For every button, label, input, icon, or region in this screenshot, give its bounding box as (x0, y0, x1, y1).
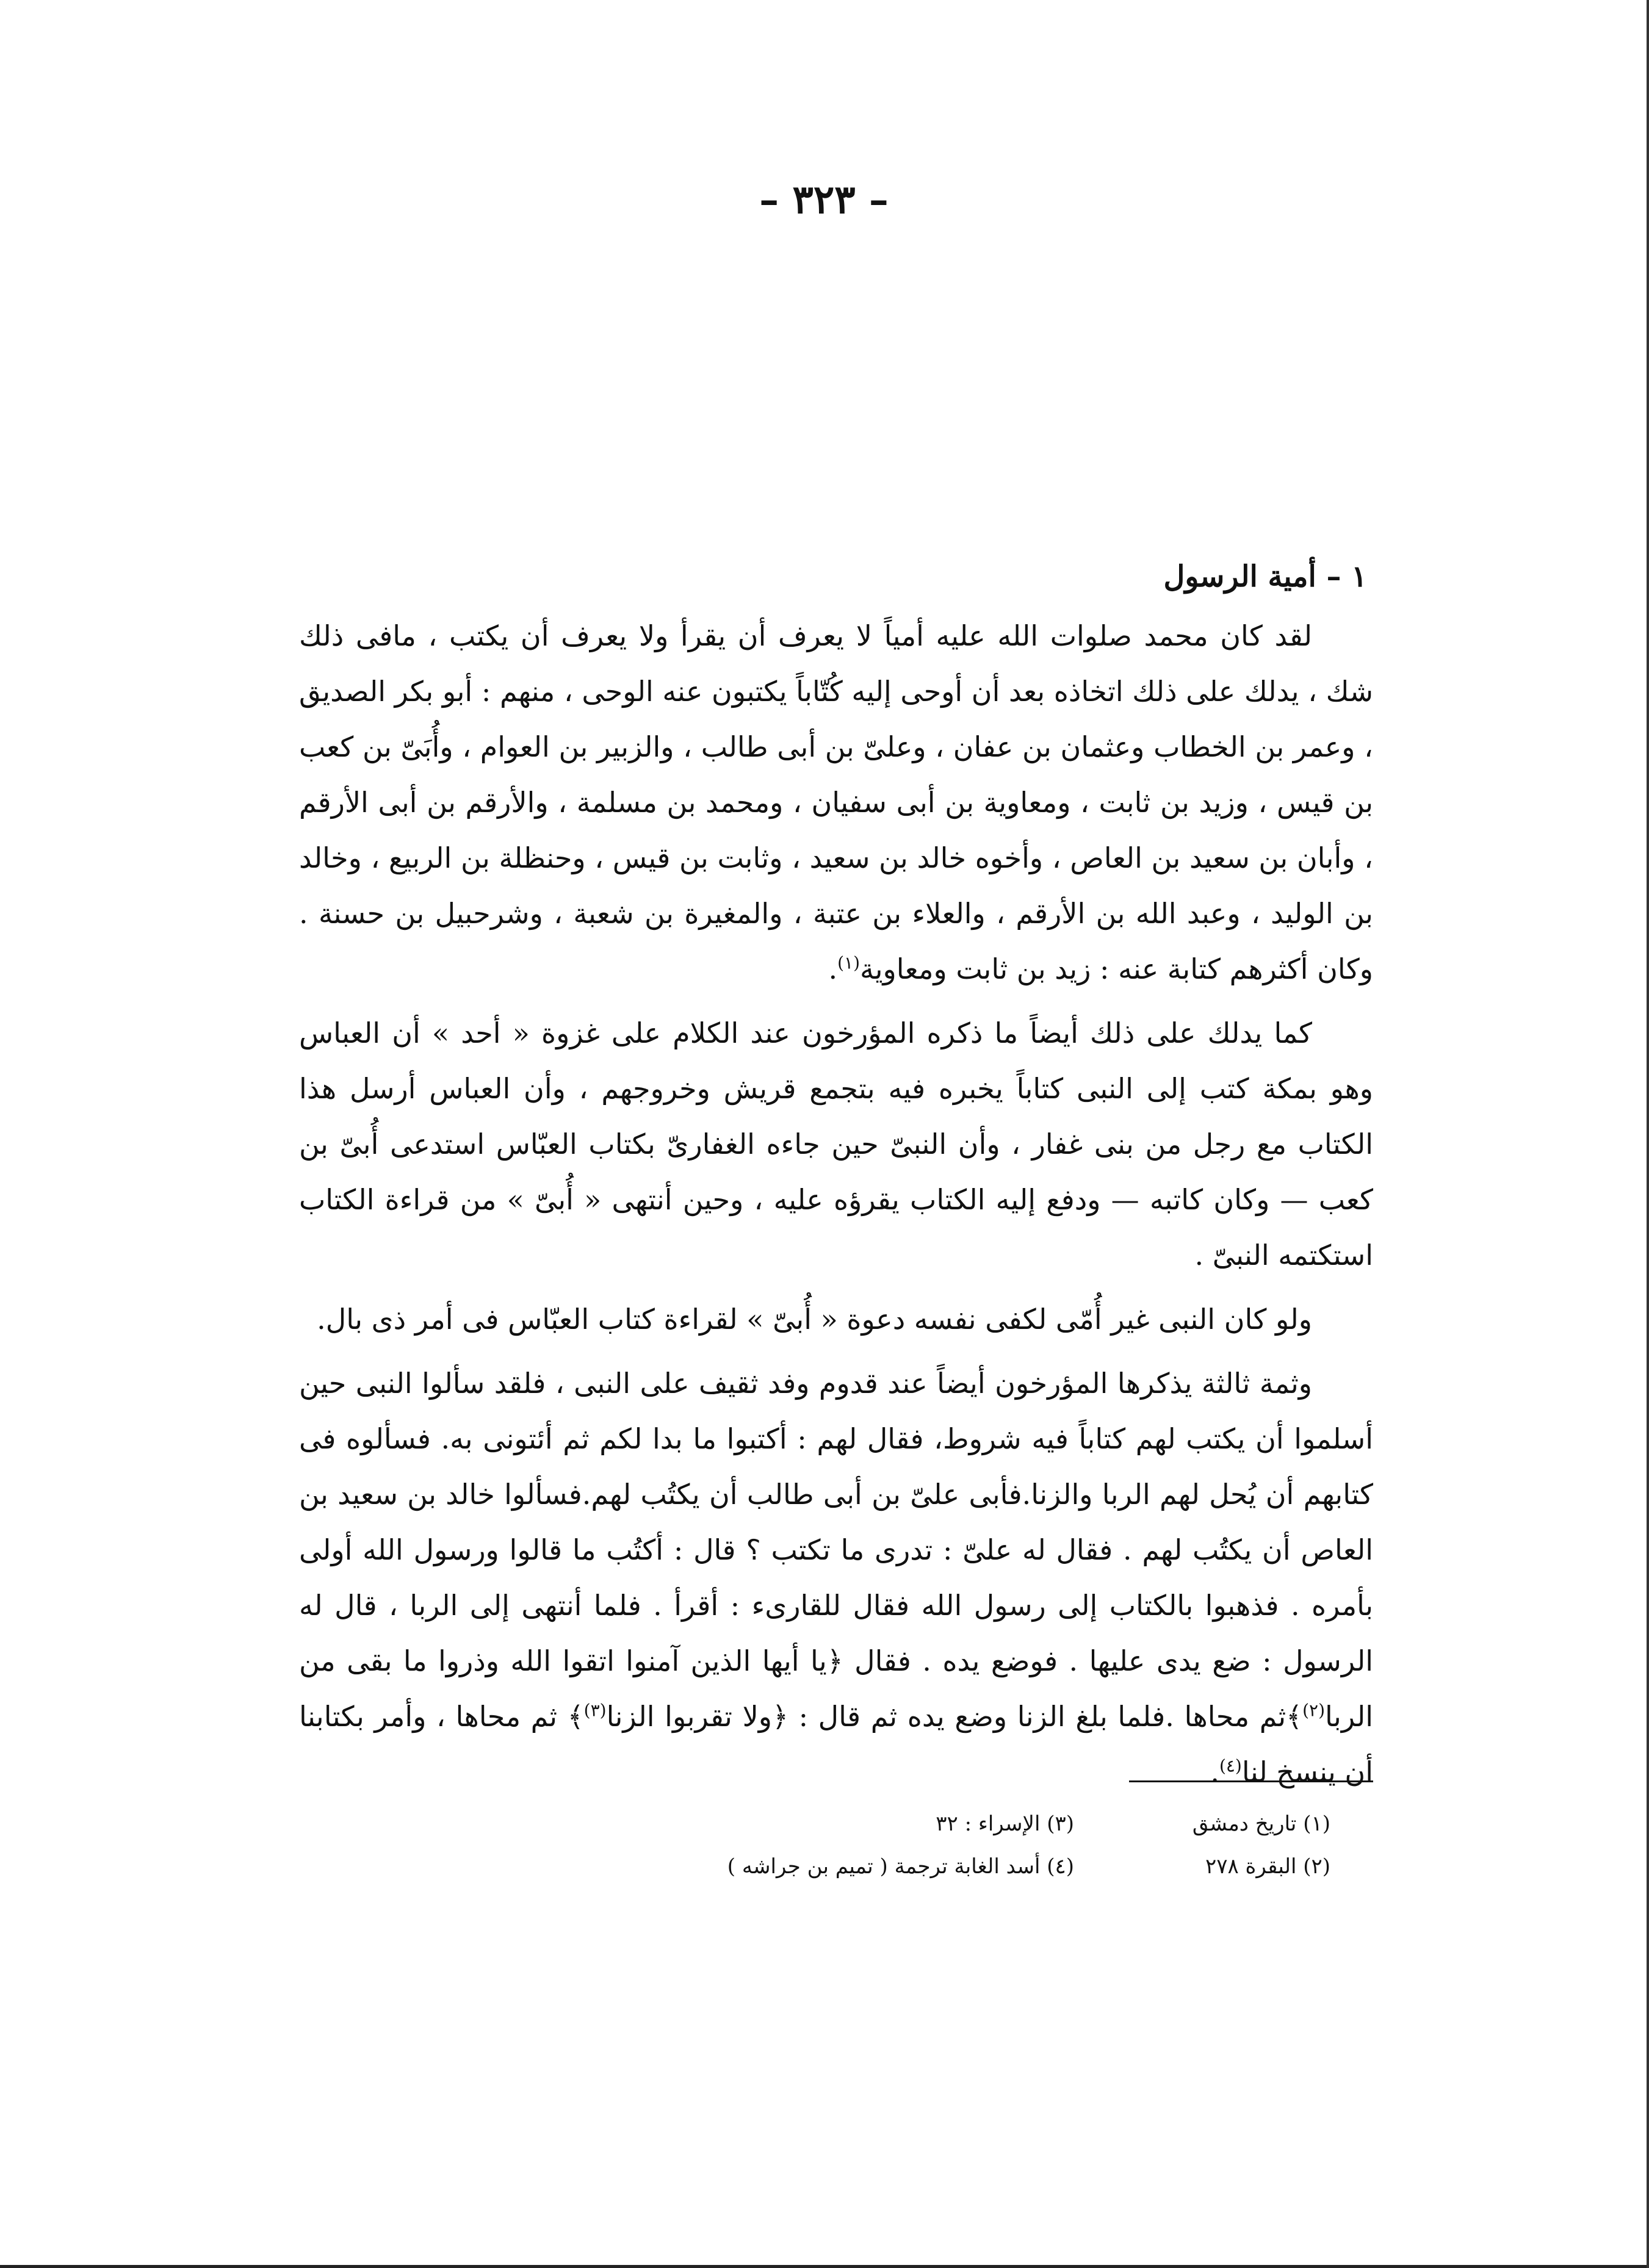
paragraph-2 (299, 1006, 1373, 1283)
paragraph-1 (299, 608, 1373, 997)
paragraph-tail: ﴾ثم محاها .فلما بلغ الزنا وضع يده ثم قال : ﴿ولا تقربوا الزنا (606, 1700, 1303, 1733)
footnote-3: (٣) الإسراء : ٣٢ (936, 1812, 1074, 1836)
paragraph-text: وثمة ثالثة يذكرها المؤرخون أيضاً عند قدوم وفد ثقيف على النبى ، فلقد سألوا النبى حين أسلموا أن يكتب لهم كتاباً فيه شروط، فقال لهم : أكتبوا ما بدا لكم ثم أئتونى به. فسألوه فى كتابهم أن يُحل لهم الربا والزنا.فأبى علىّ بن أبى طالب أن يكتُب لهم.فسألوا خالد بن سعيد بن العاص أن يكتُب لهم . فقال له علىّ : تدرى ما تكتب ؟ قال : أكتُب ما قالوا ورسول الله أولى بأمره . فذهبوا بالكتاب إلى رسول الله فقال للقارىء : أقرأ . فلما أنتهى إلى الربا ، قال له الرسول : ضع يدى عليها . فوضع يده . فقال ﴿يا أيها الذين آمنوا اتقوا الله وذروا ما بقى من الربا (299, 1367, 1373, 1733)
paragraph-3 (299, 1292, 1373, 1347)
scan-edge-right (1647, 0, 1649, 2268)
footnote-4: (٤) أسد الغابة ترجمة ( تميم بن جراشه ) (727, 1854, 1074, 1879)
paragraph-4 (299, 1356, 1373, 1800)
footnote-1: (١) تاريخ دمشق (1192, 1812, 1330, 1836)
paragraph-end: . (1210, 1755, 1219, 1788)
section-heading: ١ – أمية الرسول (1163, 560, 1367, 594)
footnotes (537, 1806, 1330, 1884)
footnote-ref-4: (٤) (1219, 1755, 1242, 1776)
main-text-block (299, 549, 1373, 1809)
page-number: – ٣٢٣ – (759, 177, 889, 223)
paragraph-continuation: ﴾ ثم محاها ، وأمر بكتابنا أن ينسخ لنا (299, 1700, 1373, 1788)
scan-edge-bottom (0, 2265, 1649, 2268)
paragraph-text: كما يدلك على ذلك أيضاً ما ذكره المؤرخون عند الكلام على غزوة « أحد » أن العباس وهو بمكة كتب إلى النبى كتاباً يخبره فيه بتجمع قريش وخروجهم ، وأن العباس أرسل هذا الكتاب مع رجل من بنى غفار ، وأن النبىّ حين جاءه الغفارىّ بكتاب العبّاس استدعى أُبىّ بن كعب — وكان كاتبه — ودفع إليه الكتاب يقرؤه عليه ، وحين أنتهى « أُبىّ » من قراءة الكتاب استكتمه النبىّ . (299, 1017, 1373, 1272)
footnote-ref-3: (٣) (583, 1700, 607, 1721)
paragraph-text: ولو كان النبى غير أُمّى لكفى نفسه دعوة « أُبىّ » لقراءة كتاب العبّاس فى أمر ذى بال. (317, 1303, 1312, 1336)
footnote-divider (1129, 1780, 1373, 1782)
paragraph-tail: . (828, 952, 838, 985)
footnote-2: (٢) البقرة ٢٧٨ (1205, 1854, 1330, 1879)
footnote-ref-2: (٢) (1302, 1700, 1325, 1721)
footnote-ref-1: (١) (837, 952, 861, 973)
paragraph-text: لقد كان محمد صلوات الله عليه أمياً لا يعرف أن يقرأ ولا يعرف أن يكتب ، مافى ذلك شك ، يدلك على ذلك اتخاذه بعد أن أوحى إليه كُتّاباً يكتبون عنه الوحى ، منهم : أبو بكر الصديق ، وعمر بن الخطاب وعثمان بن عفان ، وعلىّ بن أبى طالب ، والزبير بن العوام ، وأُبَىّ بن كعب بن قيس ، وزيد بن ثابت ، ومعاوية بن أبى سفيان ، ومحمد بن مسلمة ، والأرقم بن أبى الأرقم ، وأبان بن سعيد بن العاص ، وأخوه خالد بن سعيد ، وثابت بن قيس ، وحنظلة بن الربيع ، وخالد بن الوليد ، وعبد الله بن الأرقم ، والعلاء بن عتبة ، والمغيرة بن شعبة ، وشرحبيل بن حسنة . وكان أكثرهم كتابة عنه : زيد بن ثابت ومعاوية (299, 619, 1373, 985)
